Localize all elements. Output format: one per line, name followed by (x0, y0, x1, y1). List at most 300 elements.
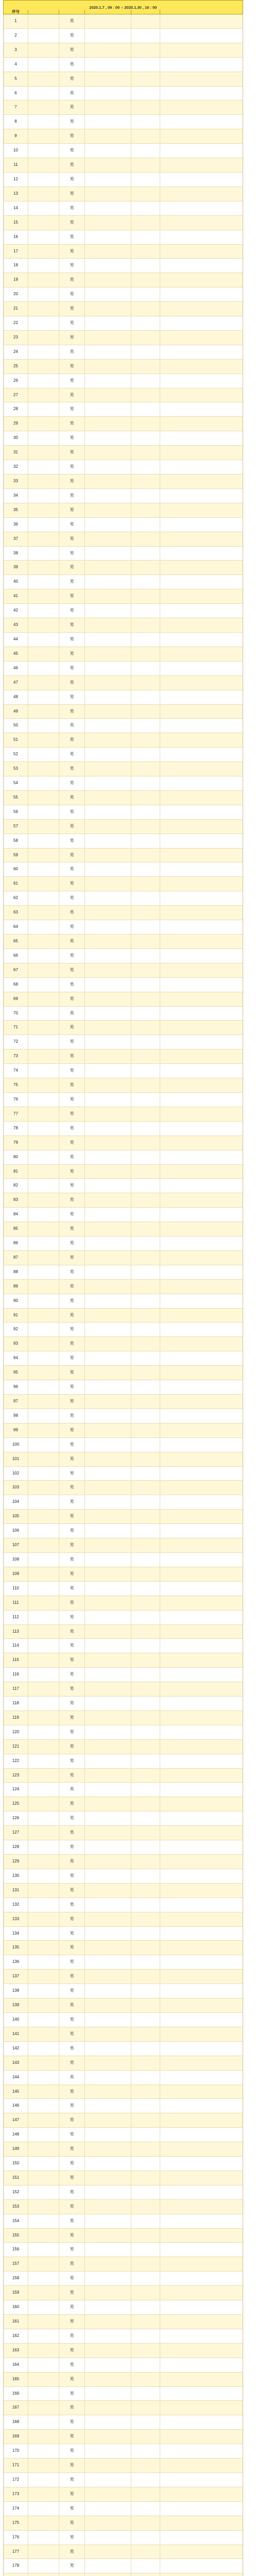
cell-phone (85, 2315, 131, 2329)
cell-number: 19 (4, 273, 28, 287)
cell-status (131, 1179, 160, 1193)
table-row (4, 374, 243, 388)
cell-phone (85, 230, 131, 244)
cell-name (28, 1697, 59, 1710)
table-row (4, 129, 243, 144)
cell-gender: 男 (59, 963, 85, 977)
cell-remarks (160, 2229, 244, 2243)
cell-status (131, 1021, 160, 1035)
cell-status (131, 978, 160, 992)
cell-phone (85, 144, 131, 158)
cell-remarks (160, 834, 244, 848)
table-row (4, 2473, 243, 2487)
cell-gender: 男 (59, 1998, 85, 2012)
cell-number: 75 (4, 1078, 28, 1092)
cell-gender: 男 (59, 532, 85, 546)
table-row (4, 187, 243, 201)
cell-gender: 男 (59, 518, 85, 532)
cell-phone (85, 1452, 131, 1466)
cell-gender: 男 (59, 1495, 85, 1509)
cell-status (131, 1007, 160, 1021)
cell-remarks (160, 100, 244, 114)
cell-number: 94 (4, 1351, 28, 1365)
cell-status (131, 2559, 160, 2573)
cell-status (131, 1165, 160, 1179)
cell-gender: 男 (59, 561, 85, 574)
cell-number: 96 (4, 1380, 28, 1394)
cell-status (131, 1280, 160, 1294)
cell-remarks (160, 1970, 244, 1984)
cell-phone (85, 834, 131, 848)
cell-status (131, 1035, 160, 1049)
cell-status (131, 1193, 160, 1207)
cell-status (131, 1582, 160, 1596)
cell-number: 98 (4, 1409, 28, 1423)
cell-number: 128 (4, 1840, 28, 1854)
cell-phone (85, 1927, 131, 1941)
table-row (4, 2545, 243, 2560)
cell-remarks (160, 1682, 244, 1696)
cell-gender: 男 (59, 1927, 85, 1941)
cell-phone (85, 1553, 131, 1567)
cell-number: 4 (4, 58, 28, 72)
cell-number: 15 (4, 216, 28, 230)
cell-phone (85, 1955, 131, 1969)
cell-status (131, 58, 160, 72)
cell-status (131, 2372, 160, 2386)
cell-remarks (160, 820, 244, 834)
cell-phone (85, 2099, 131, 2113)
cell-phone (85, 589, 131, 603)
cell-number: 174 (4, 2502, 28, 2516)
cell-number: 17 (4, 245, 28, 259)
cell-status (131, 331, 160, 345)
cell-status (131, 72, 160, 86)
cell-status (131, 1495, 160, 1509)
cell-phone (85, 1064, 131, 1078)
cell-phone (85, 1826, 131, 1840)
cell-phone (85, 1754, 131, 1768)
table-row (4, 2027, 243, 2042)
cell-gender: 男 (59, 29, 85, 43)
table-row (4, 2401, 243, 2415)
cell-status (131, 1251, 160, 1265)
cell-number: 31 (4, 446, 28, 460)
cell-remarks (160, 144, 244, 158)
cell-status (131, 2415, 160, 2429)
cell-remarks (160, 1251, 244, 1265)
cell-name (28, 2415, 59, 2429)
cell-name (28, 1639, 59, 1653)
cell-phone (85, 1423, 131, 1437)
cell-gender: 男 (59, 2013, 85, 2027)
cell-remarks (160, 1783, 244, 1797)
cell-number: 125 (4, 1797, 28, 1811)
cell-remarks (160, 978, 244, 992)
cell-status (131, 935, 160, 948)
cell-name (28, 748, 59, 761)
cell-remarks (160, 87, 244, 100)
cell-number: 51 (4, 733, 28, 747)
cell-phone (85, 1122, 131, 1136)
cell-remarks (160, 1107, 244, 1121)
cell-name (28, 2473, 59, 2487)
cell-phone (85, 647, 131, 661)
table-row (4, 690, 243, 705)
cell-phone (85, 1682, 131, 1696)
cell-remarks (160, 791, 244, 805)
cell-status (131, 1639, 160, 1653)
table-row (4, 1582, 243, 1596)
cell-phone (85, 2502, 131, 2516)
cell-number: 135 (4, 1941, 28, 1955)
cell-phone (85, 460, 131, 474)
table-row (4, 158, 243, 173)
cell-remarks (160, 1510, 244, 1523)
cell-phone (85, 1193, 131, 1207)
cell-remarks (160, 388, 244, 402)
cell-number: 178 (4, 2559, 28, 2573)
cell-name (28, 1611, 59, 1624)
cell-phone (85, 245, 131, 259)
cell-gender: 男 (59, 949, 85, 963)
cell-phone (85, 402, 131, 416)
table-row (4, 2300, 243, 2315)
cell-phone (85, 1711, 131, 1725)
table-row (4, 733, 243, 748)
cell-status (131, 187, 160, 201)
cell-gender: 男 (59, 1567, 85, 1581)
cell-number: 42 (4, 604, 28, 618)
cell-gender: 男 (59, 906, 85, 920)
cell-number: 176 (4, 2531, 28, 2545)
cell-number: 137 (4, 1970, 28, 1984)
cell-phone (85, 805, 131, 819)
cell-number: 173 (4, 2487, 28, 2501)
cell-gender: 男 (59, 374, 85, 388)
cell-remarks (160, 2516, 244, 2530)
cell-number: 65 (4, 935, 28, 948)
cell-gender: 男 (59, 2272, 85, 2285)
cell-name (28, 287, 59, 301)
cell-remarks (160, 1797, 244, 1811)
cell-number: 115 (4, 1653, 28, 1667)
cell-status (131, 460, 160, 474)
cell-name (28, 43, 59, 57)
table-row (4, 2459, 243, 2473)
table-row (4, 144, 243, 158)
cell-number: 55 (4, 791, 28, 805)
cell-gender: 男 (59, 388, 85, 402)
cell-gender: 男 (59, 978, 85, 992)
cell-name (28, 1769, 59, 1783)
cell-gender: 男 (59, 87, 85, 100)
cell-remarks (160, 2531, 244, 2545)
cell-name (28, 1007, 59, 1021)
cell-number: 61 (4, 877, 28, 891)
cell-remarks (160, 1697, 244, 1710)
cell-gender: 男 (59, 805, 85, 819)
cell-remarks (160, 1725, 244, 1739)
cell-name (28, 302, 59, 316)
cell-name (28, 245, 59, 259)
table-row (4, 1955, 243, 1970)
cell-remarks (160, 58, 244, 72)
cell-status (131, 1898, 160, 1912)
cell-gender: 男 (59, 360, 85, 374)
cell-phone (85, 1150, 131, 1164)
cell-remarks (160, 676, 244, 690)
table-row (4, 1222, 243, 1236)
table-row (4, 2085, 243, 2099)
cell-gender: 男 (59, 1136, 85, 1150)
cell-status (131, 1366, 160, 1380)
cell-phone (85, 2573, 131, 2576)
cell-name (28, 2071, 59, 2084)
cell-remarks (160, 2415, 244, 2429)
cell-remarks (160, 2013, 244, 2027)
cell-status (131, 1208, 160, 1222)
table-row (4, 115, 243, 129)
cell-name (28, 144, 59, 158)
table-row (4, 1021, 243, 1035)
cell-remarks (160, 1366, 244, 1380)
cell-status (131, 1481, 160, 1495)
cell-status (131, 431, 160, 445)
table-row (4, 2286, 243, 2300)
cell-phone (85, 2473, 131, 2487)
cell-status (131, 2142, 160, 2156)
cell-phone (85, 1179, 131, 1193)
cell-remarks (160, 1150, 244, 1164)
cell-remarks (160, 1984, 244, 1998)
cell-status (131, 2214, 160, 2228)
cell-phone (85, 791, 131, 805)
cell-status (131, 1265, 160, 1279)
cell-name (28, 2545, 59, 2559)
cell-gender: 男 (59, 173, 85, 187)
cell-name (28, 100, 59, 114)
cell-number: 108 (4, 1553, 28, 1567)
cell-status (131, 1869, 160, 1883)
cell-number: 100 (4, 1438, 28, 1452)
table-row (4, 1093, 243, 1107)
table-row (4, 1122, 243, 1136)
cell-gender: 男 (59, 1553, 85, 1567)
cell-remarks (160, 245, 244, 259)
cell-name (28, 1567, 59, 1581)
cell-status (131, 1927, 160, 1941)
cell-remarks (160, 489, 244, 503)
cell-name (28, 2344, 59, 2358)
cell-number: 88 (4, 1265, 28, 1279)
cell-name (28, 1538, 59, 1552)
cell-number: 58 (4, 834, 28, 848)
cell-gender: 男 (59, 316, 85, 330)
cell-gender: 男 (59, 431, 85, 445)
cell-gender: 男 (59, 115, 85, 129)
table-row (4, 2099, 243, 2113)
cell-number: 8 (4, 115, 28, 129)
cell-number: 123 (4, 1769, 28, 1783)
cell-remarks (160, 1409, 244, 1423)
table-row (4, 1064, 243, 1078)
table-row (4, 2229, 243, 2243)
cell-name (28, 431, 59, 445)
cell-phone (85, 1538, 131, 1552)
cell-number: 165 (4, 2372, 28, 2386)
cell-phone (85, 2056, 131, 2070)
cell-status (131, 158, 160, 172)
roster-sheet (3, 0, 243, 2576)
cell-gender: 男 (59, 14, 85, 28)
cell-remarks (160, 1049, 244, 1063)
table-row (4, 849, 243, 863)
cell-remarks (160, 2200, 244, 2214)
cell-phone (85, 748, 131, 761)
cell-phone (85, 2071, 131, 2084)
cell-remarks (160, 849, 244, 862)
table-row (4, 547, 243, 561)
cell-status (131, 518, 160, 532)
cell-phone (85, 2415, 131, 2429)
table-row (4, 1208, 243, 1222)
cell-status (131, 43, 160, 57)
table-row (4, 1538, 243, 1553)
cell-phone (85, 374, 131, 388)
cell-gender: 男 (59, 1222, 85, 1236)
cell-number: 141 (4, 2027, 28, 2041)
cell-gender: 男 (59, 2027, 85, 2041)
cell-remarks (160, 1337, 244, 1351)
table-row (4, 1697, 243, 1711)
table-row (4, 1811, 243, 1826)
cell-number: 83 (4, 1193, 28, 1207)
cell-remarks (160, 633, 244, 647)
cell-phone (85, 216, 131, 230)
cell-gender: 男 (59, 72, 85, 86)
cell-name (28, 1380, 59, 1394)
cell-status (131, 1222, 160, 1236)
cell-number: 85 (4, 1222, 28, 1236)
cell-status (131, 1754, 160, 1768)
cell-phone (85, 417, 131, 431)
cell-number: 120 (4, 1725, 28, 1739)
cell-number: 67 (4, 963, 28, 977)
cell-number: 34 (4, 489, 28, 503)
cell-number: 169 (4, 2430, 28, 2444)
cell-remarks (160, 2214, 244, 2228)
cell-phone (85, 2358, 131, 2372)
cell-status (131, 791, 160, 805)
cell-number: 41 (4, 589, 28, 603)
cell-gender: 男 (59, 1395, 85, 1409)
cell-status (131, 589, 160, 603)
cell-gender: 男 (59, 1064, 85, 1078)
cell-phone (85, 2286, 131, 2300)
cell-status (131, 2229, 160, 2243)
cell-name (28, 2358, 59, 2372)
cell-gender: 男 (59, 2516, 85, 2530)
cell-number: 71 (4, 1021, 28, 1035)
cell-status (131, 173, 160, 187)
cell-gender: 男 (59, 589, 85, 603)
cell-gender: 男 (59, 1510, 85, 1523)
cell-remarks (160, 2358, 244, 2372)
cell-status (131, 1797, 160, 1811)
cell-name (28, 805, 59, 819)
cell-status (131, 1337, 160, 1351)
cell-remarks (160, 1898, 244, 1912)
cell-gender: 男 (59, 2430, 85, 2444)
table-row (4, 489, 243, 503)
cell-phone (85, 1021, 131, 1035)
table-row (4, 2257, 243, 2272)
cell-number: 162 (4, 2329, 28, 2343)
table-row (4, 460, 243, 474)
cell-number (4, 2573, 28, 2576)
table-row (4, 1869, 243, 1884)
table-row (4, 1769, 243, 1783)
cell-status (131, 2185, 160, 2199)
cell-phone (85, 935, 131, 948)
cell-remarks (160, 259, 244, 273)
cell-number: 129 (4, 1855, 28, 1869)
cell-name (28, 662, 59, 675)
cell-phone (85, 1208, 131, 1222)
cell-status (131, 633, 160, 647)
cell-status (131, 1122, 160, 1136)
cell-name (28, 446, 59, 460)
cell-phone (85, 287, 131, 301)
cell-gender: 男 (59, 1855, 85, 1869)
cell-name (28, 589, 59, 603)
cell-gender: 男 (59, 230, 85, 244)
cell-gender: 男 (59, 345, 85, 359)
table-row (4, 2200, 243, 2214)
cell-gender: 男 (59, 1309, 85, 1323)
cell-remarks (160, 604, 244, 618)
cell-remarks (160, 302, 244, 316)
cell-remarks (160, 2559, 244, 2573)
cell-number: 74 (4, 1064, 28, 1078)
cell-phone (85, 431, 131, 445)
cell-name (28, 2200, 59, 2214)
cell-status (131, 647, 160, 661)
table-row (4, 1826, 243, 1840)
cell-status (131, 230, 160, 244)
cell-number: 76 (4, 1093, 28, 1107)
cell-number: 7 (4, 100, 28, 114)
table-row (4, 2056, 243, 2071)
cell-phone (85, 1136, 131, 1150)
cell-number: 53 (4, 762, 28, 776)
cell-name (28, 949, 59, 963)
cell-gender: 男 (59, 1035, 85, 1049)
cell-phone (85, 2113, 131, 2127)
cell-name (28, 877, 59, 891)
cell-status (131, 216, 160, 230)
table-row (4, 1193, 243, 1208)
cell-number: 148 (4, 2128, 28, 2142)
cell-name (28, 1064, 59, 1078)
cell-remarks (160, 1122, 244, 1136)
cell-remarks (160, 1941, 244, 1955)
cell-name (28, 503, 59, 517)
cell-status (131, 1395, 160, 1409)
cell-gender: 男 (59, 100, 85, 114)
cell-phone (85, 388, 131, 402)
